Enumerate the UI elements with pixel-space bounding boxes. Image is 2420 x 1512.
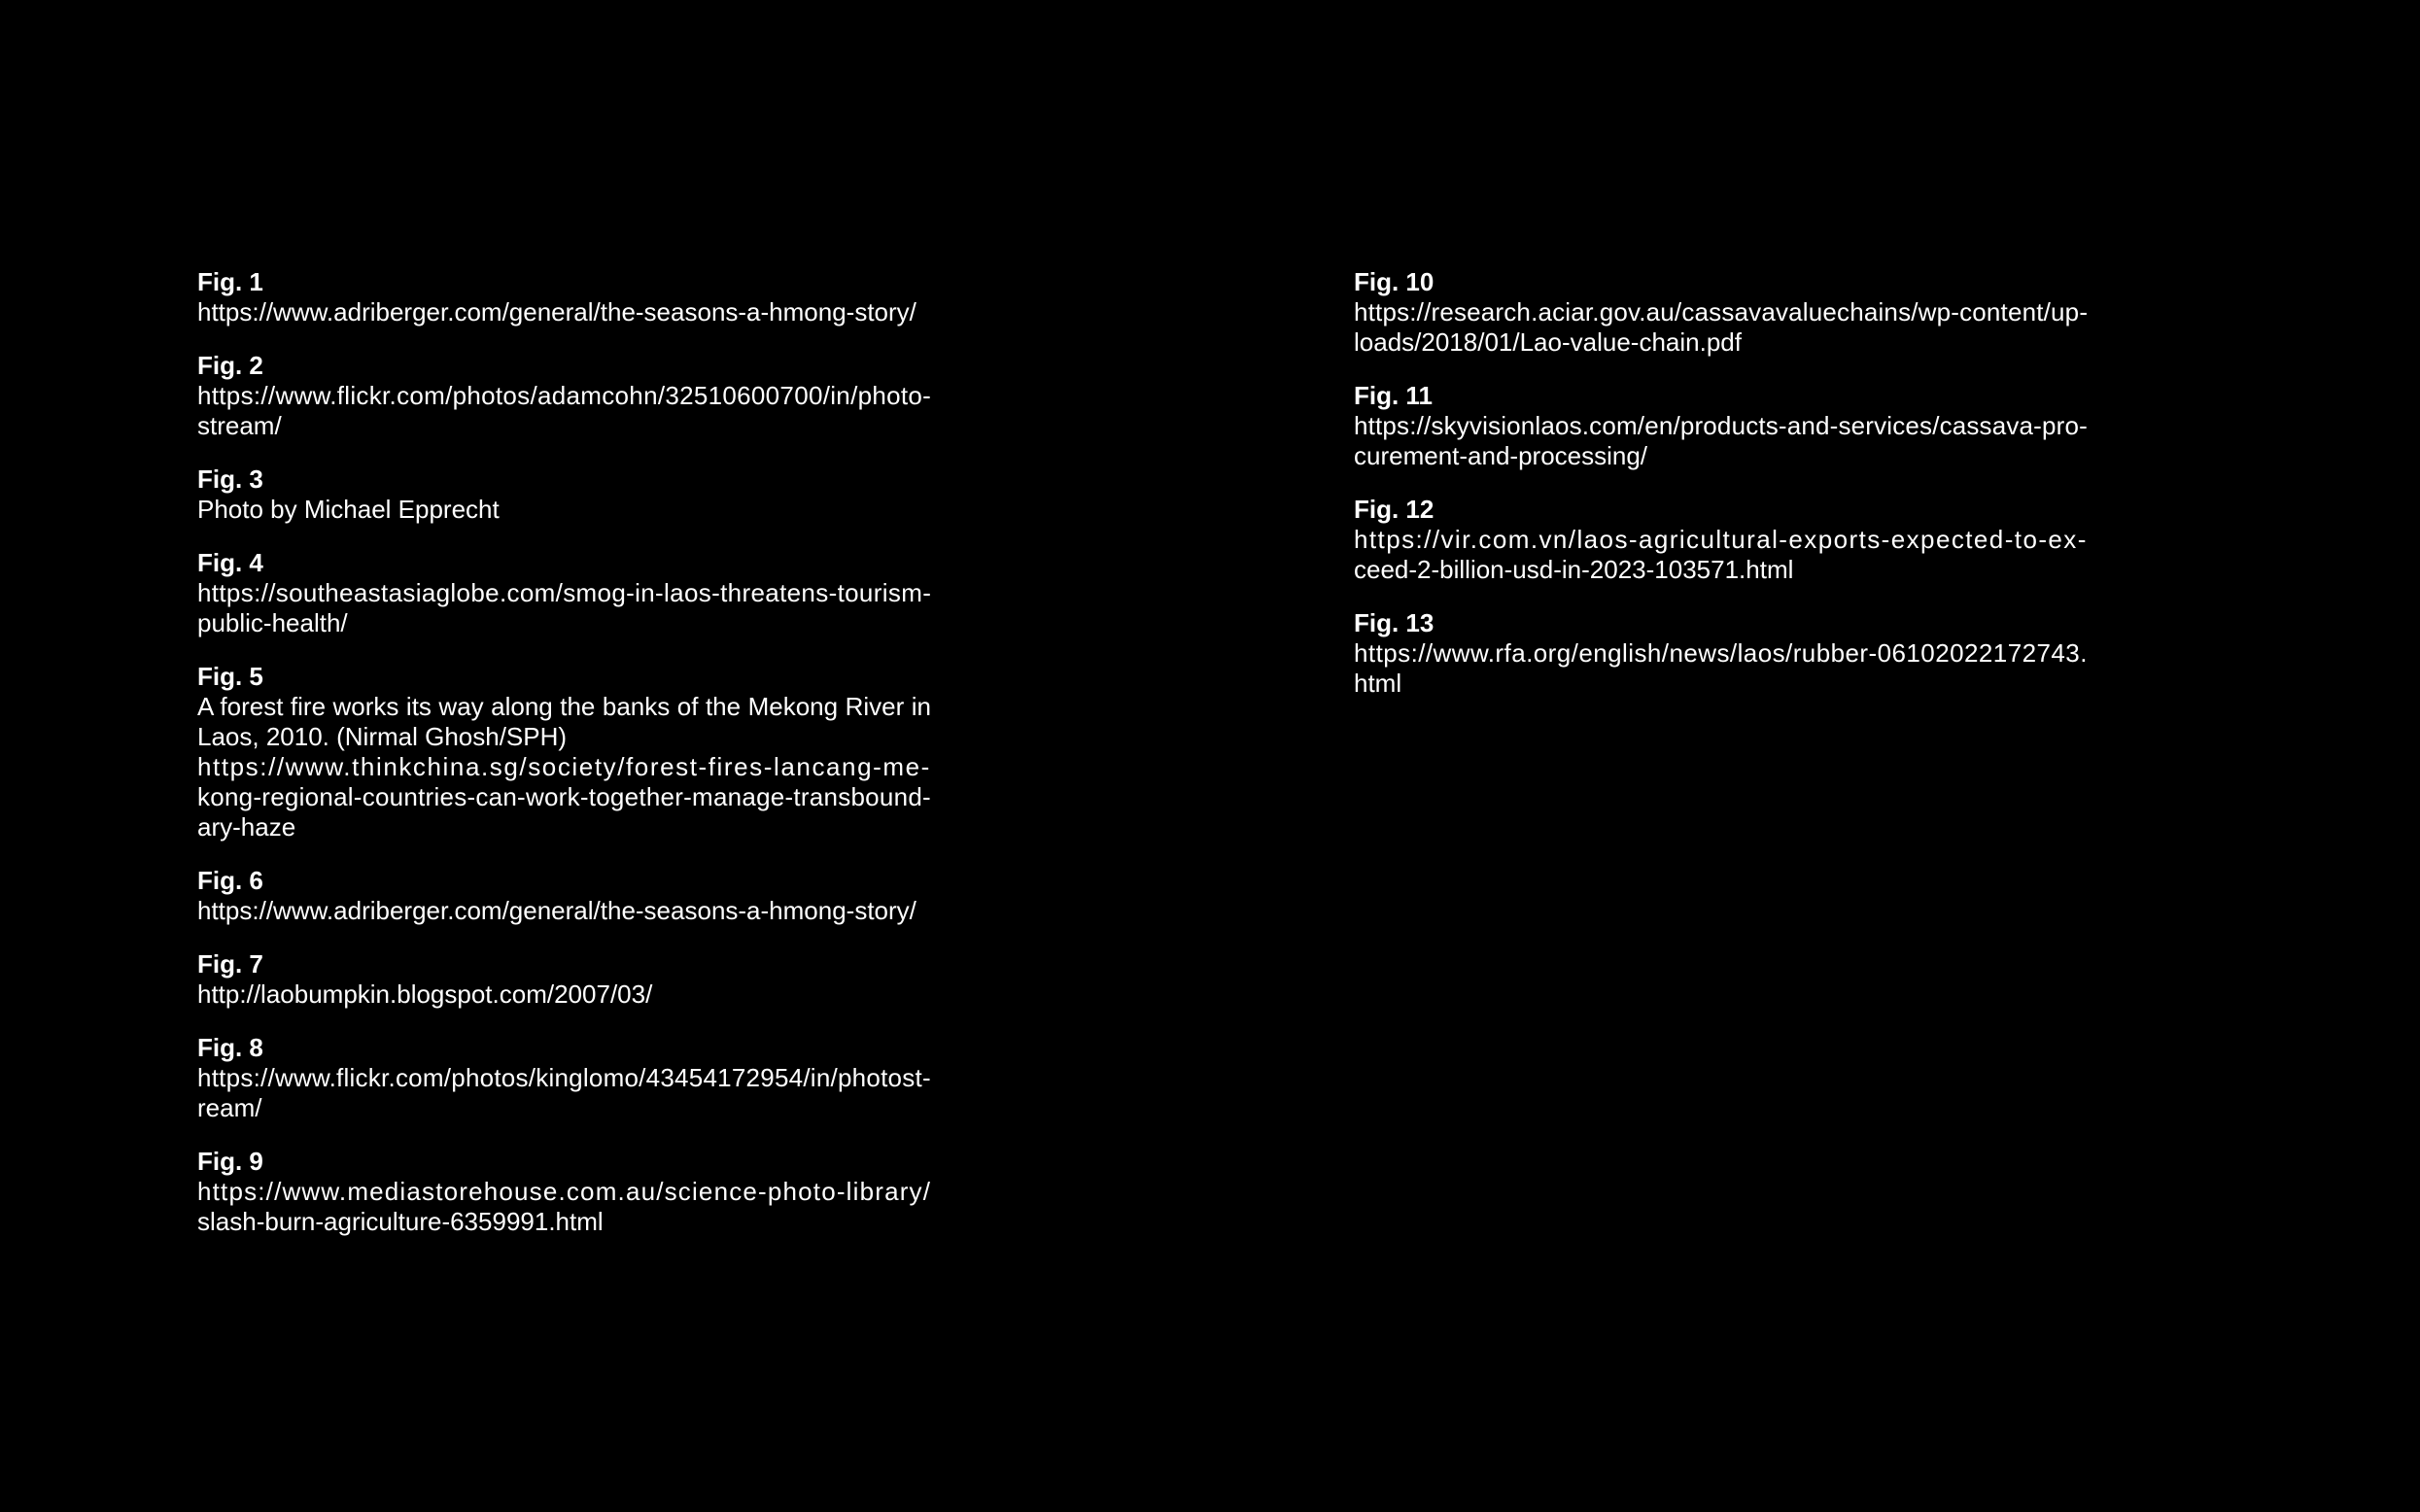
credit-paragraph [197,578,931,638]
credit-line: https://skyvisionlaos.com/en/products-and-services/cassava-pro- [1354,411,2088,440]
credit-paragraph [197,1063,931,1123]
credit-line: html [1354,669,1402,698]
credit-line: https://www.mediastorehouse.com.au/science-photo-library/ [197,1177,932,1206]
figure-credit [197,267,931,327]
credit-paragraph [1354,525,2088,585]
figure-label: Fig. 5 [197,662,263,691]
figure-label: Fig. 8 [197,1033,263,1062]
credit-line: ceed-2-billion-usd-in-2023-103571.html [1354,555,1794,584]
figure-credit [1354,608,2088,699]
credit-line: https://www.thinkchina.sg/society/forest-fires-lancang-me- [197,752,931,781]
figure-credit [197,351,931,441]
figure-label: Fig. 1 [197,267,263,296]
figure-label: Fig. 7 [197,949,263,979]
figure-label: Fig. 11 [1354,381,1433,410]
credit-paragraph [197,979,931,1010]
credit-line: https://www.rfa.org/english/news/laos/rubber-06102022172743. [1354,638,2088,668]
credit-line: https://www.flickr.com/photos/adamcohn/32510600700/in/photo- [197,381,932,410]
credit-paragraph [197,495,931,525]
figure-credit [197,662,931,842]
credit-paragraph [1354,638,2088,699]
credit-line: stream/ [197,411,282,440]
figure-label: Fig. 12 [1354,495,1435,524]
credit-line: https://vir.com.vn/laos-agricultural-exports-expected-to-ex- [1354,525,2088,554]
credit-line: https://www.adriberger.com/general/the-seasons-a-hmong-story/ [197,896,916,925]
figure-label: Fig. 9 [197,1147,263,1176]
credit-line: slash-burn-agriculture-6359991.html [197,1207,604,1236]
figure-credit [1354,267,2088,358]
credit-line: A forest fire works its way along the banks of the Mekong River in [197,692,931,721]
credit-line: Photo by Michael Epprecht [197,495,500,524]
credit-line: kong-regional-countries-can-work-together-manage-transbound- [197,782,931,811]
credit-line: loads/2018/01/Lao-value-chain.pdf [1354,327,1742,357]
figure-label: Fig. 3 [197,464,263,494]
figure-label: Fig. 4 [197,548,263,577]
credit-line: curement-and-processing/ [1354,441,1648,470]
figure-label: Fig. 10 [1354,267,1435,296]
credit-paragraph [1354,411,2088,471]
credit-line: https://www.adriberger.com/general/the-seasons-a-hmong-story/ [197,297,916,326]
credit-paragraph [197,1177,931,1237]
figure-credit [197,949,931,1010]
credit-line: ream/ [197,1093,262,1122]
credit-line: https://research.aciar.gov.au/cassavavaluechains/wp-content/up- [1354,297,2089,326]
credit-paragraph [1354,297,2088,358]
figure-credit [197,464,931,525]
figure-label: Fig. 2 [197,351,263,380]
credit-line: https://southeastasiaglobe.com/smog-in-laos-threatens-tourism- [197,578,932,607]
credit-paragraph [197,297,931,327]
figure-credit [197,1033,931,1123]
credit-line: ary-haze [197,812,296,842]
figure-label: Fig. 13 [1354,608,1435,637]
credit-line: public-health/ [197,608,348,637]
credit-paragraph [197,896,931,926]
credit-paragraph [197,381,931,441]
credit-line: Laos, 2010. (Nirmal Ghosh/SPH) [197,722,568,751]
credit-line: https://www.flickr.com/photos/kinglomo/43454172954/in/photost- [197,1063,931,1092]
credits-column-left [197,267,931,1260]
credit-paragraph [197,752,931,842]
figure-label: Fig. 6 [197,866,263,895]
credit-line: http://laobumpkin.blogspot.com/2007/03/ [197,979,653,1009]
credit-paragraph [197,692,931,752]
figure-credit [197,866,931,926]
figure-credit [1354,495,2088,585]
figure-credit [197,548,931,638]
figure-credit [1354,381,2088,471]
figure-credit [197,1147,931,1237]
credits-column-right [1354,267,2088,722]
